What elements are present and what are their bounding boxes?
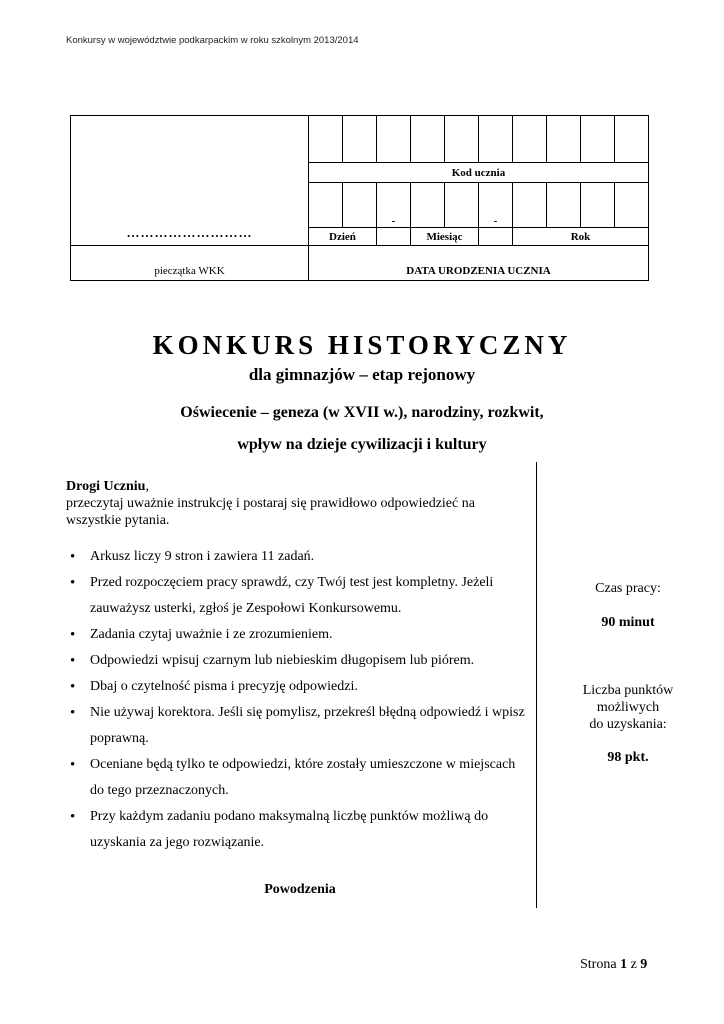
- code-cell[interactable]: [445, 116, 479, 163]
- page-total: 9: [640, 957, 648, 972]
- page-title: KONKURS HISTORYCZNY: [152, 330, 572, 360]
- greeting-comma: ,: [145, 479, 149, 494]
- code-cell[interactable]: [513, 116, 547, 163]
- of-word: z: [630, 957, 637, 972]
- year-label: Rok: [513, 228, 649, 246]
- month-digit-cell[interactable]: [411, 183, 445, 228]
- greeting-name: Drogi Uczniu: [66, 479, 146, 494]
- greeting-intro: przeczytaj uważnie instrukcję i postaraj się prawidłowo odpowiedzieć na wszystkie pytania.: [66, 496, 475, 528]
- day-label: Dzień: [309, 228, 377, 246]
- points-label-3: do uzyskania:: [589, 717, 667, 732]
- list-item: • Oceniane będą tylko te odpowiedzi, które zostały umieszczone w miejscach do tego przeznaczonych.: [66, 752, 526, 804]
- year-digit-cell[interactable]: [615, 183, 649, 228]
- spacer-cell: [377, 228, 411, 246]
- list-item: • Zadania czytaj uważnie i ze zrozumieniem.: [66, 622, 526, 648]
- time-label: Czas pracy:: [595, 581, 661, 596]
- date-separator: -: [479, 183, 513, 228]
- page-word: Strona: [580, 957, 617, 972]
- month-digit-cell[interactable]: [445, 183, 479, 228]
- header-note: Konkursy w województwie podkarpackim w roku szkolnym 2013/2014: [66, 35, 359, 46]
- student-code-table: [70, 115, 649, 281]
- list-item: • Przed rozpoczęciem pracy sprawdź, czy Twój test jest kompletny. Jeżeli zauważysz usterki, zgłoś je Zespołowi Konkursowemu.: [66, 570, 526, 622]
- topic-line-1: Oświecenie – geneza (w XVII w.), narodziny, rozkwit,: [180, 404, 544, 421]
- date-separator: -: [377, 183, 411, 228]
- good-luck: Powodzenia: [264, 882, 336, 897]
- list-item: • Dbaj o czytelność pisma i precyzję odpowiedzi.: [66, 674, 526, 700]
- list-item: • Przy każdym zadaniu podano maksymalną liczbę punktów możliwą do uzyskania za jego rozwiązanie.: [66, 804, 526, 856]
- birthdate-label: DATA URODZENIA UCZNIA: [309, 246, 649, 281]
- code-cell[interactable]: [479, 116, 513, 163]
- instruction-list: [66, 544, 526, 856]
- stamp-label: pieczątka WKK: [71, 246, 309, 281]
- student-code-label: Kod ucznia: [309, 163, 649, 183]
- page-footer: [580, 957, 647, 973]
- code-cell[interactable]: [615, 116, 649, 163]
- greeting: [66, 478, 526, 529]
- page-subtitle: dla gimnazjów – etap rejonowy: [248, 365, 476, 384]
- page-number: 1: [620, 957, 628, 972]
- column-divider: [536, 462, 537, 908]
- code-cell[interactable]: [547, 116, 581, 163]
- points-label-1: Liczba punktów: [582, 683, 674, 698]
- day-digit-cell[interactable]: [343, 183, 377, 228]
- code-cell[interactable]: [343, 116, 377, 163]
- year-digit-cell[interactable]: [547, 183, 581, 228]
- time-value: 90 minut: [601, 615, 655, 630]
- code-cell[interactable]: [377, 116, 411, 163]
- year-digit-cell[interactable]: [513, 183, 547, 228]
- day-digit-cell[interactable]: [309, 183, 343, 228]
- code-cell[interactable]: [411, 116, 445, 163]
- topic-line-2: wpływ na dzieje cywilizacji i kultury: [237, 436, 487, 453]
- code-cell[interactable]: [581, 116, 615, 163]
- stamp-box: [71, 116, 309, 246]
- spacer-cell: [479, 228, 513, 246]
- list-item: • Odpowiedzi wpisuj czarnym lub niebieskim długopisem lub piórem.: [66, 648, 526, 674]
- month-label: Miesiąc: [411, 228, 479, 246]
- signature-dots: ………………………: [126, 225, 253, 240]
- points-value: 98 pkt.: [607, 750, 649, 765]
- list-item: • Arkusz liczy 9 stron i zawiera 11 zadań.: [66, 544, 526, 570]
- list-item: • Nie używaj korektora. Jeśli się pomylisz, przekreśl błędną odpowiedź i wpisz poprawną.: [66, 700, 526, 752]
- year-digit-cell[interactable]: [581, 183, 615, 228]
- code-cell[interactable]: [309, 116, 343, 163]
- points-label-2: możliwych: [596, 700, 660, 715]
